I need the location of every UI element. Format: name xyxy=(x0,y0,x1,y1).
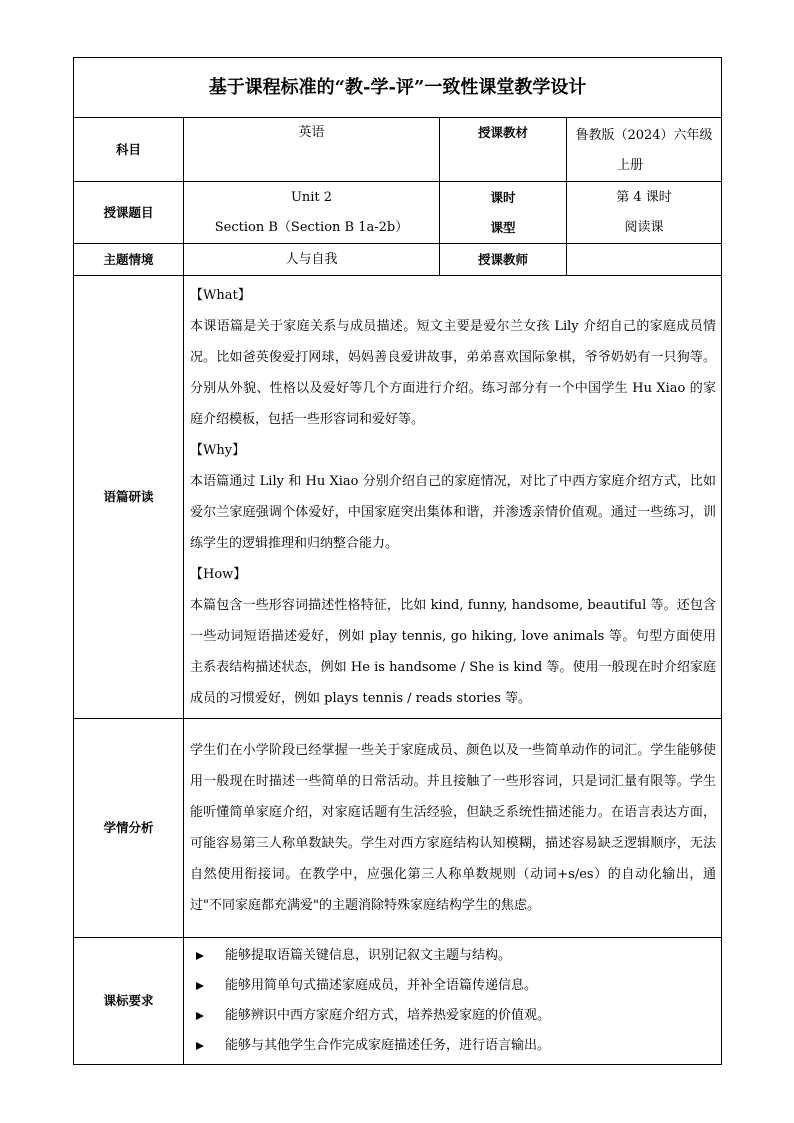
why-heading: 【Why】 xyxy=(190,443,246,458)
standards-list xyxy=(184,938,722,1065)
topic-row xyxy=(74,182,722,244)
period-label: 课时 xyxy=(490,189,516,205)
theme-value: 人与自我 xyxy=(184,244,440,276)
title-row xyxy=(74,58,722,118)
lesson-plan-page xyxy=(73,57,721,1065)
textbook-label: 授课教材 xyxy=(440,118,567,182)
page-title: 基于课程标准的“教-学-评”一致性课堂教学设计 xyxy=(74,58,722,118)
what-paragraph: 本课语篇是关于家庭关系与成员描述。短文主要是爱尔兰女孩 Lily 介绍自己的家庭成员情况。比如爸英俊爱打网球，妈妈善良爱讲故事，弟弟喜欢国际象棋，爷爷奶奶有一只狗等。分别从外貌、性格以及爱好等几个方面进行介绍。练习部分有一个中国学生 Hu Xiao 的家庭介绍模板，包括一些形容词和爱好等。 xyxy=(190,319,717,427)
theme-row xyxy=(74,244,722,276)
teacher-value xyxy=(567,244,722,276)
topic-label: 授课题目 xyxy=(74,182,184,244)
arrow-bullet-icon xyxy=(196,1042,204,1050)
lesson-type-label: 课型 xyxy=(490,219,516,235)
student-analysis-label: 学情分析 xyxy=(74,719,184,938)
standards-row xyxy=(74,938,722,1065)
topic-section: Section B（Section B 1a-2b） xyxy=(214,219,409,235)
list-item xyxy=(192,1001,715,1031)
standard-item-text: 能够用简单句式描述家庭成员，并补全语篇传递信息。 xyxy=(225,978,538,993)
why-paragraph: 本语篇通过 Lily 和 Hu Xiao 分别介绍自己的家庭情况，对比了中西方家庭介绍方式，比如爱尔兰家庭强调个体爱好，中国家庭突出集体和谐，并渗透亲情价值观。通过一些练习，训练学生的逻辑推理和归纳整合能力。 xyxy=(190,474,717,551)
standard-item-text: 能够提取语篇关键信息，识别记叙文主题与结构。 xyxy=(225,948,512,963)
lesson-type-value: 阅读课 xyxy=(624,219,664,235)
student-analysis-content xyxy=(184,719,722,938)
arrow-bullet-icon xyxy=(196,952,204,960)
student-analysis-row xyxy=(74,719,722,938)
arrow-bullet-icon xyxy=(196,982,204,990)
period-labels xyxy=(440,182,567,244)
list-item xyxy=(192,971,715,1001)
text-analysis-content xyxy=(184,276,722,719)
textbook-value xyxy=(567,118,722,182)
topic-unit: Unit 2 xyxy=(290,189,333,205)
standard-item-text: 能够与其他学生合作完成家庭描述任务，进行语言输出。 xyxy=(225,1038,551,1053)
text-analysis-row xyxy=(74,276,722,719)
textbook-value-line1: 鲁教版（2024）六年级 xyxy=(575,128,713,143)
period-values xyxy=(567,182,722,244)
topic-value xyxy=(184,182,440,244)
period-value: 第 4 课时 xyxy=(616,189,672,205)
arrow-bullet-icon xyxy=(196,1012,204,1020)
lesson-plan-table xyxy=(73,57,722,1065)
standards-label: 课标要求 xyxy=(74,938,184,1065)
subject-row xyxy=(74,118,722,182)
subject-value: 英语 xyxy=(184,118,440,182)
list-item xyxy=(192,1031,715,1061)
teacher-label: 授课教师 xyxy=(440,244,567,276)
what-heading: 【What】 xyxy=(190,288,251,303)
theme-label: 主题情境 xyxy=(74,244,184,276)
how-paragraph: 本篇包含一些形容词描述性格特征，比如 kind, funny, handsome, beautiful 等。还包含一些动词短语描述爱好，例如 play tennis, go hiking, love animals 等。句型方面使用主系表结构描述状态，例如 He is handsome / She is kind 等。使用一般现在时介绍家庭成员的习惯爱好，例如 plays tennis / reads stories 等。 xyxy=(190,598,717,706)
list-item xyxy=(192,941,715,971)
subject-label: 科目 xyxy=(74,118,184,182)
textbook-value-line2: 上册 xyxy=(617,158,644,173)
standard-item-text: 能够辨识中西方家庭介绍方式，培养热爱家庭的价值观。 xyxy=(225,1008,551,1023)
student-analysis-paragraph: 学生们在小学阶段已经掌握一些关于家庭成员、颜色以及一些简单动作的词汇。学生能够使用一般现在时描述一些简单的日常活动。并且接触了一些形容词，只是词汇量有限等。学生能听懂简单家庭介绍，对家庭话题有生活经验，但缺乏系统性描述能力。在语言表达方面，可能容易第三人称单数缺失。学生对西方家庭结构认知模糊，描述容易缺乏逻辑顺序，无法自然使用衔接词。在教学中，应强化第三人称单数规则（动词+s/es）的自动化输出，通过"不同家庭都充满爱"的主题消除特殊家庭结构学生的焦虑。 xyxy=(190,743,717,913)
how-heading: 【How】 xyxy=(190,567,247,582)
text-analysis-label: 语篇研读 xyxy=(74,276,184,719)
